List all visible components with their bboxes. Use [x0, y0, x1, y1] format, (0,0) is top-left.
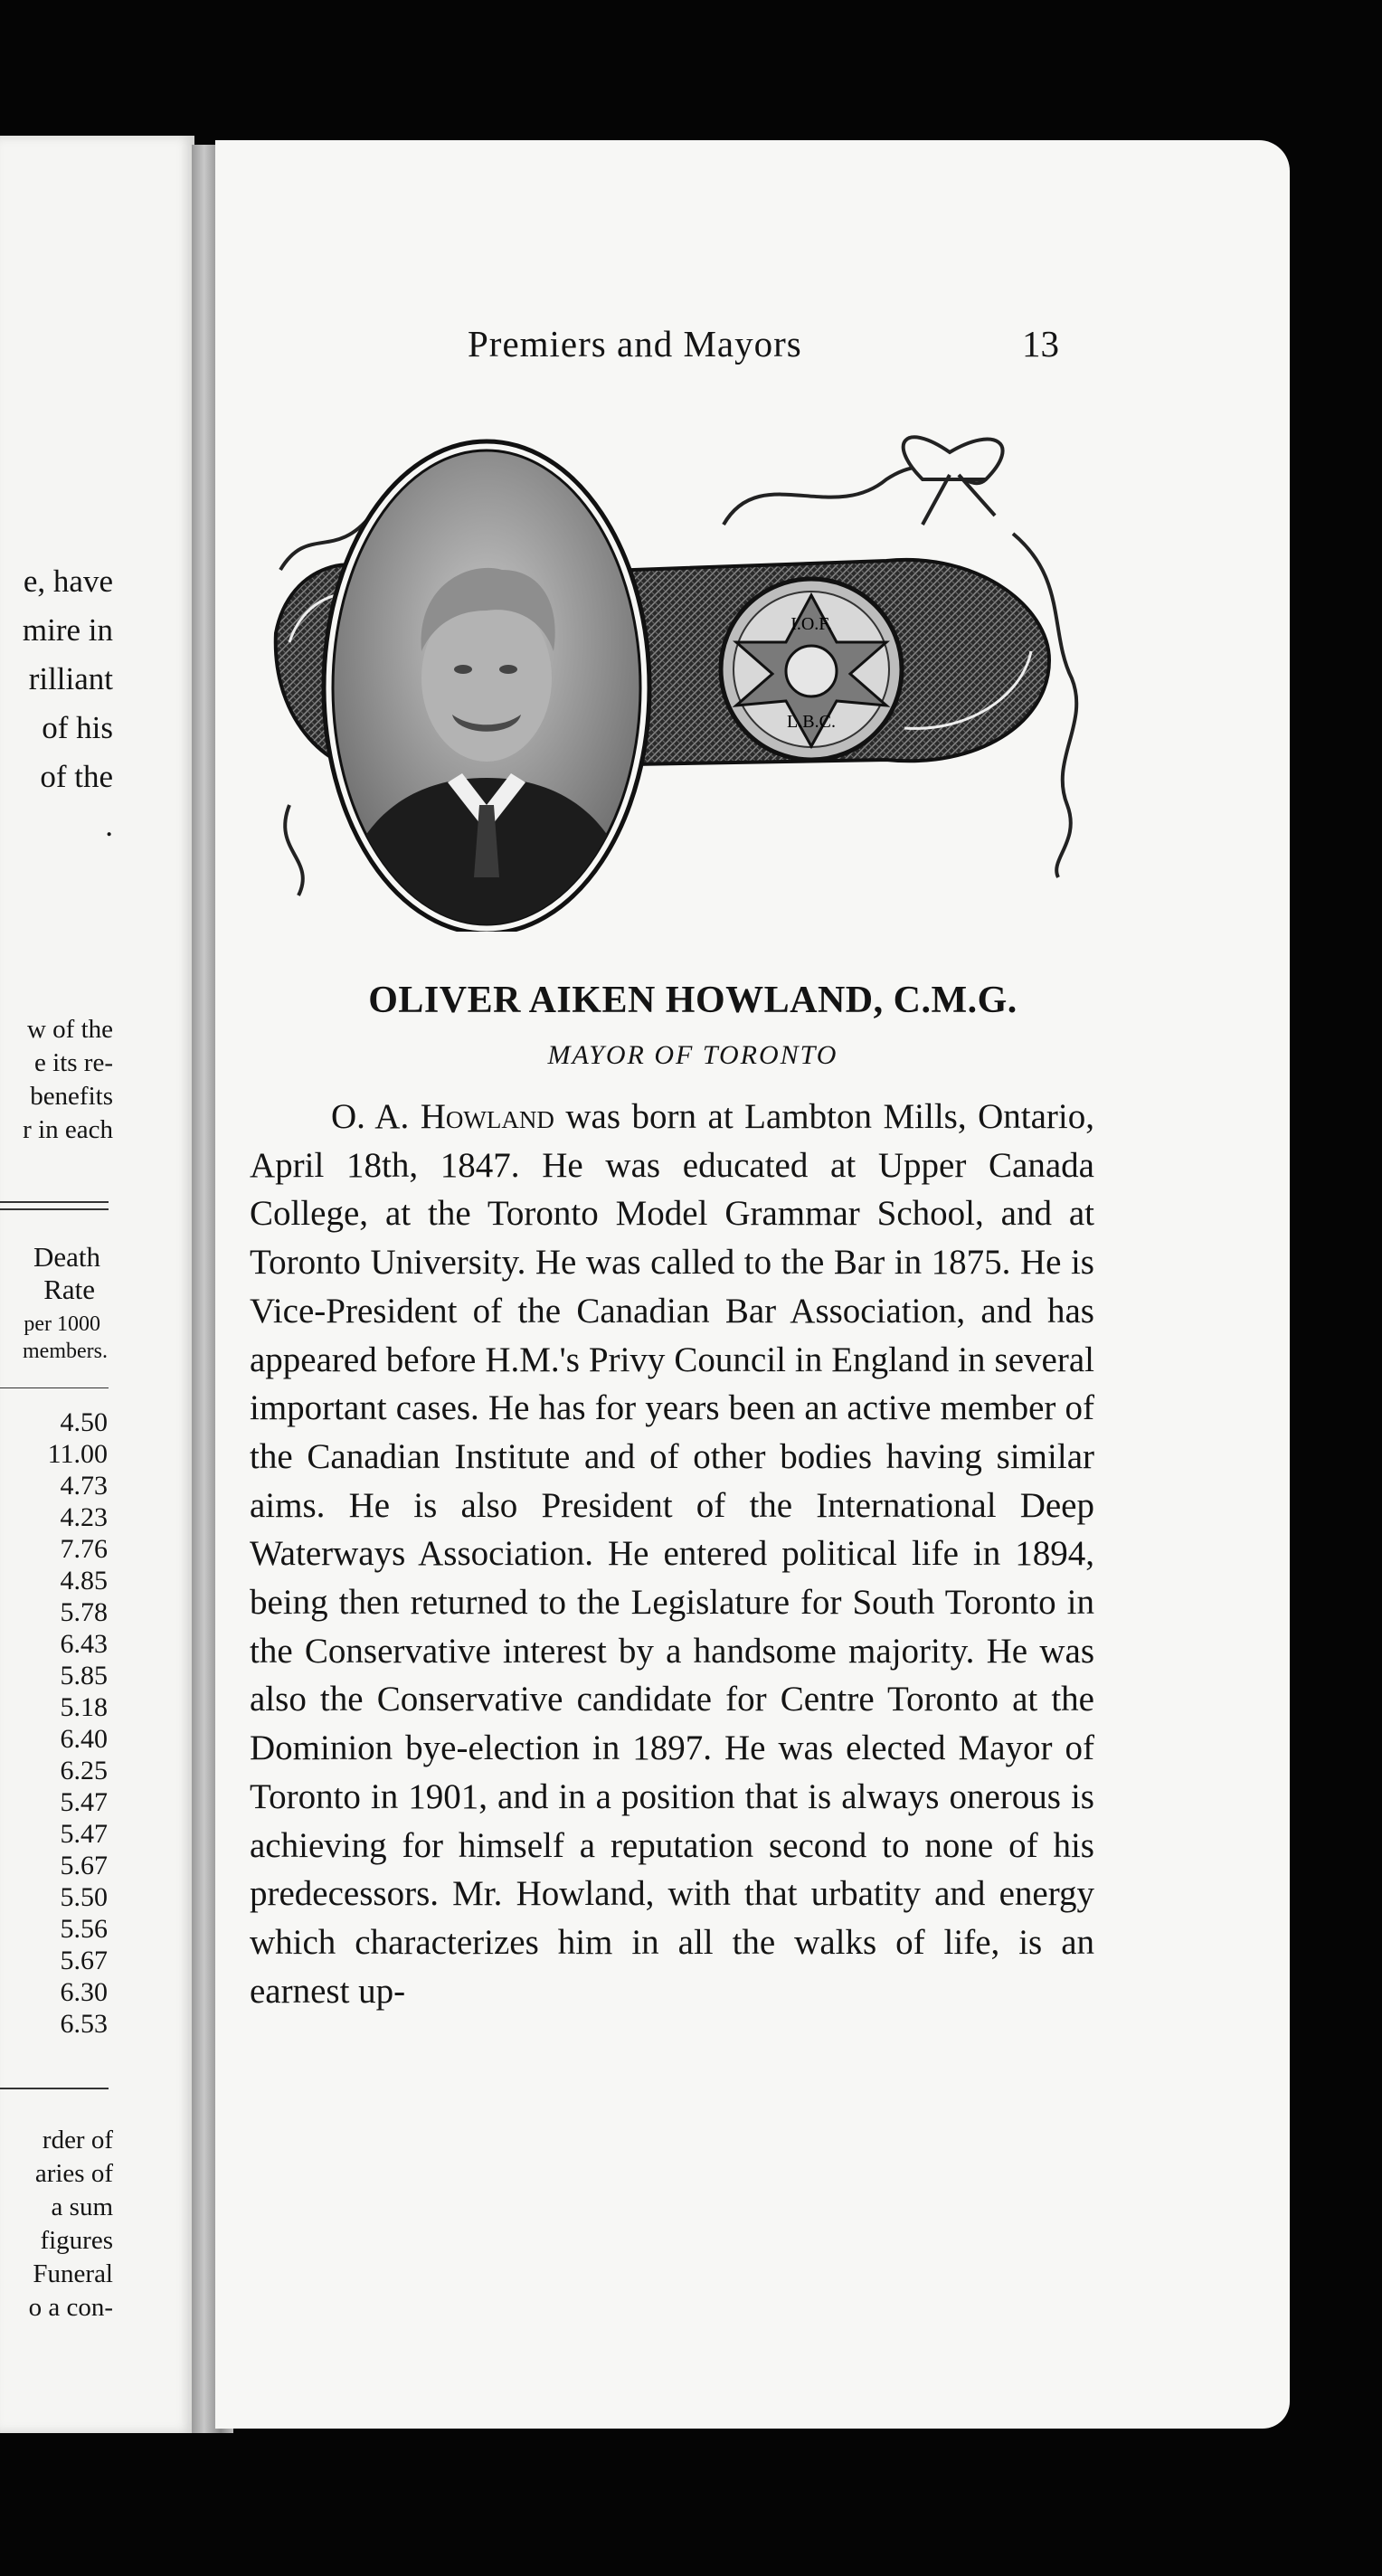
death-rate: 4.73: [60, 1471, 108, 1501]
body-text: was born at Lambton Mills, Ontario, April 18th, 1847. He was educated at Upper Canada College, at the Toronto Model Grammar School, and at Toronto University. He was called to the Bar in 1875. He is Vice-President of the Canadian Bar Association, and has appeared before H.M.'s Privy Council in England in several important cases. He has for years been an active member of the Canadian Institute and of other bodies having similar aims. He is also President of the International Deep Waterways Association. He entered political life in 1894, being then returned to the Legislature for South Toronto in the Conservative interest by a handsome majority. He was also the Conservative candidate for Centre Toronto at the Dominion bye-election in 1897. He was elected Mayor of Toronto in 1901, and in a position that is always onerous is achieving for himself a reputation second to none of his predecessors. Mr. Howland, with that urbatity and energy which characterizes him in all the walks of life, is an earnest up-: [250, 1097, 1094, 2011]
prev-small-line: a sum: [51, 2192, 113, 2221]
badge-bottom-text: L.B.C.: [787, 712, 836, 732]
death-rate: 5.67: [60, 1851, 108, 1880]
death-rate: 6.43: [60, 1629, 108, 1659]
prev-text-line: mire in: [22, 612, 113, 648]
prev-text-line: of the: [40, 759, 113, 794]
prev-small-line: Funeral: [33, 2259, 113, 2288]
table-bottom-rule: [0, 2088, 109, 2089]
prev-small-line: figures: [40, 2226, 113, 2255]
prev-small-line: rder of: [42, 2126, 113, 2155]
death-rate: 5.78: [60, 1597, 108, 1627]
article-subtitle: MAYOR OF TORONTO: [547, 1040, 838, 1070]
table-top-rule: [0, 1201, 109, 1203]
death-rate: 6.25: [60, 1756, 108, 1785]
prev-text-line: of his: [42, 710, 113, 745]
prev-small-line: e its re-: [34, 1048, 113, 1077]
death-rate: 4.50: [60, 1407, 108, 1437]
article-paragraph: [250, 1093, 1094, 2015]
prev-small-line: benefits: [30, 1082, 113, 1111]
running-head: Premiers and Mayors: [468, 323, 802, 365]
death-rate: 5.47: [60, 1819, 108, 1849]
prev-small-line: aries of: [34, 2159, 113, 2188]
prev-text-line: rilliant: [28, 661, 113, 696]
page-number: 13: [1022, 323, 1059, 365]
death-rate: 4.85: [60, 1566, 108, 1596]
table-header: Rate: [43, 1274, 95, 1305]
table-header: Death: [33, 1241, 100, 1273]
death-rate: 5.18: [60, 1692, 108, 1722]
death-rate: 6.40: [60, 1724, 108, 1754]
death-rate: 5.50: [60, 1882, 108, 1912]
death-rate: 4.23: [60, 1502, 108, 1532]
table-header-rule: [0, 1387, 109, 1388]
prev-small-line: o a con-: [28, 2293, 113, 2322]
article-body: [250, 1093, 1094, 2015]
prev-small-line: w of the: [26, 1015, 113, 1044]
prev-text-line: .: [105, 808, 113, 843]
death-rate: 6.53: [60, 2009, 108, 2039]
death-rate: 6.30: [60, 1977, 108, 2007]
death-rate: 5.47: [60, 1787, 108, 1817]
lead-name: O. A. Howland: [331, 1097, 554, 1136]
table-header: per 1000: [24, 1312, 100, 1336]
prev-small-line: r in each: [23, 1115, 113, 1144]
table-header: members.: [23, 1340, 108, 1363]
table-top-rule: [0, 1208, 109, 1210]
death-rate: 5.67: [60, 1946, 108, 1975]
article-title: OLIVER AIKEN HOWLAND, C.M.G.: [368, 980, 1018, 1021]
death-rate: 7.76: [60, 1534, 108, 1564]
death-rate: 5.56: [60, 1914, 108, 1944]
death-rate: 5.85: [60, 1661, 108, 1690]
portrait-emblem: [253, 425, 1099, 932]
previous-page: [0, 136, 194, 2433]
death-rate: 11.00: [47, 1439, 108, 1469]
prev-text-line: e, have: [23, 564, 113, 599]
badge-top-text: I.O.F.: [790, 614, 832, 634]
